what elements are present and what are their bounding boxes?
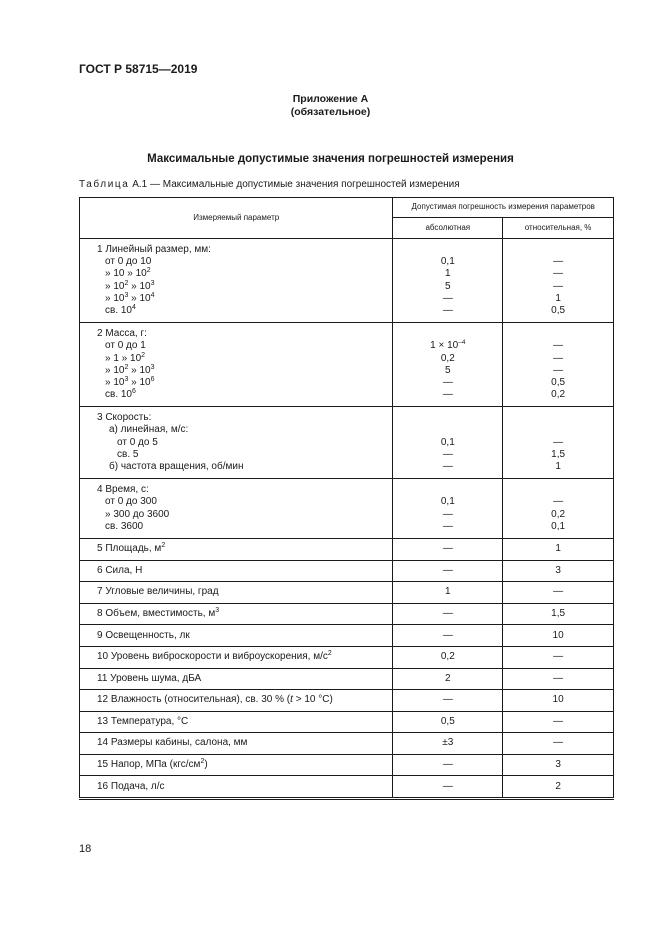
relative-cell: — — — 0,5 0,2 — [503, 323, 614, 407]
absolute-cell: 0,1 1 5 — — — [393, 239, 503, 323]
table-row-linear — [80, 239, 614, 323]
table-row-temperature — [80, 711, 614, 733]
table-row-angle — [80, 582, 614, 604]
absolute-cell: — — [393, 625, 503, 647]
table-row-head-pressure — [80, 754, 614, 776]
range-line: св. $10^6$ — [105, 388, 136, 401]
param-cell: 6 Сила, Н — [80, 560, 393, 582]
relative-cell: 2 — [503, 776, 614, 799]
param-cell: 11 Уровень шума, дБА — [80, 668, 393, 690]
param-cell: 10 Уровень виброскорости и виброускорения, $м/с^2$ — [80, 646, 393, 668]
param-cell: 15 Напор, МПа $(кгс/см^2)$ — [80, 754, 393, 776]
range-line: св. 3600 — [105, 520, 144, 532]
absolute-cell: 0,1 — — — [393, 479, 503, 539]
param-cell — [80, 407, 393, 479]
table-row-flow — [80, 776, 614, 799]
group-title: 1 Линейный размер, мм: — [97, 244, 211, 255]
absolute-cell: 2 — [393, 668, 503, 690]
relative-cell: — — [503, 733, 614, 755]
table-row-area — [80, 538, 614, 560]
table-row-illuminance — [80, 625, 614, 647]
header-error-group: Допустимая погрешность измерения параметров — [393, 198, 614, 218]
tolerance-table — [79, 197, 614, 800]
param-cell — [80, 323, 393, 407]
header-parameter: Измеряемый параметр — [80, 198, 393, 239]
range-line: » 1 » $10^2$ — [105, 351, 146, 364]
range-line: св. $10^4$ — [105, 303, 136, 316]
relative-cell: — 1,5 1 — [503, 407, 614, 479]
range-line: » $10^2$ » $10^3$ — [105, 279, 155, 292]
table-row-volume — [80, 603, 614, 625]
subgroup-title: б) частота вращения, об/мин — [109, 461, 244, 472]
param-cell: 16 Подача, л/с — [80, 776, 393, 799]
absolute-cell: 0,5 — [393, 711, 503, 733]
absolute-cell: ±3 — [393, 733, 503, 755]
table-row-time — [80, 479, 614, 539]
range-line: от 0 до 1 — [105, 340, 146, 352]
range-line: от 0 до 5 — [117, 436, 158, 448]
absolute-cell: 1 — [393, 582, 503, 604]
absolute-cell: — — [393, 776, 503, 799]
section-title: Максимальные допустимые значения погрешностей измерения — [147, 153, 514, 165]
table-row-vibration — [80, 646, 614, 668]
group-title: 3 Скорость: — [97, 412, 152, 424]
param-cell: 13 Температура, °С — [80, 711, 393, 733]
absolute-cell: — — [393, 538, 503, 560]
absolute-cell: — — [393, 603, 503, 625]
header-absolute: абсолютная — [393, 218, 503, 239]
page-number: 18 — [79, 843, 92, 855]
document-code: ГОСТ Р 58715—2019 — [79, 62, 198, 76]
table-row-force — [80, 560, 614, 582]
range-line: » $10^3$ » $10^4$ — [105, 291, 155, 304]
relative-cell: 3 — [503, 754, 614, 776]
absolute-cell: 0,1 — — — [393, 407, 503, 479]
param-cell: 8 Объем, вместимость, $м^3$ — [80, 603, 393, 625]
param-cell: 12 Влажность (относительная), св. 30 % (t > 10 °С) — [80, 690, 393, 712]
relative-cell: 1,5 — [503, 603, 614, 625]
caption-prefix: Таблица — [79, 179, 130, 190]
table-row-cabin-size — [80, 733, 614, 755]
range-line: от 0 до 10 — [105, 256, 152, 268]
param-cell: 5 Площадь, $м^2$ — [80, 538, 393, 560]
header-relative: относительная, % — [503, 218, 614, 239]
relative-cell: — — — 1 0,5 — [503, 239, 614, 323]
appendix-kind: (обязательное) — [290, 106, 371, 118]
range-line: » 300 до 3600 — [105, 508, 170, 520]
relative-cell: 1 — [503, 538, 614, 560]
relative-cell: — — [503, 646, 614, 668]
table-row-speed — [80, 407, 614, 479]
absolute-cell: — — [393, 754, 503, 776]
absolute-cell: — — [393, 560, 503, 582]
group-title: 4 Время, с: — [97, 484, 149, 496]
subgroup-title: а) линейная, м/с: — [109, 424, 189, 436]
group-title: 2 Масса, г: — [97, 328, 147, 340]
param-cell — [80, 239, 393, 323]
table-caption — [79, 179, 460, 190]
absolute-cell: — — [393, 690, 503, 712]
relative-cell: — — [503, 668, 614, 690]
table-row-noise — [80, 668, 614, 690]
range-line: » 10 » $10^2$ — [105, 267, 151, 280]
relative-cell: 3 — [503, 560, 614, 582]
relative-cell: — 0,2 0,1 — [503, 479, 614, 539]
relative-cell: 10 — [503, 690, 614, 712]
relative-cell: — — [503, 582, 614, 604]
table-row-humidity — [80, 690, 614, 712]
relative-cell: — — [503, 711, 614, 733]
caption-text: А.1 — Максимальные допустимые значения погрешностей измерения — [129, 179, 460, 190]
param-cell: 14 Размеры кабины, салона, мм — [80, 733, 393, 755]
param-cell: 7 Угловые величины, град — [80, 582, 393, 604]
appendix-title: Приложение А — [292, 93, 369, 105]
param-cell — [80, 479, 393, 539]
relative-cell: 10 — [503, 625, 614, 647]
absolute-cell: 0,2 — [393, 646, 503, 668]
range-line: от 0 до 300 — [105, 496, 157, 508]
range-line: св. 5 — [117, 448, 139, 460]
table-row-mass — [80, 323, 614, 407]
absolute-cell: $1 \times 10^{-4}$ 0,2 5 — — — [393, 323, 503, 407]
range-line: » $10^3$ » $10^6$ — [105, 375, 155, 388]
param-cell: 9 Освещенность, лк — [80, 625, 393, 647]
range-line: » $10^2$ » $10^3$ — [105, 363, 155, 376]
